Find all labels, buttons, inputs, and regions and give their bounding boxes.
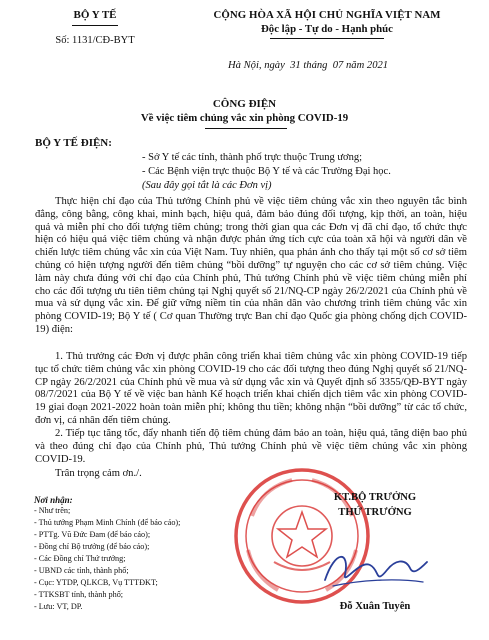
national-motto: Độc lập - Tự do - Hạnh phúc xyxy=(261,23,393,35)
document-number: Số: 1131/CĐ-BYT xyxy=(55,35,135,46)
document-subject: Về việc tiêm chủng vắc xin phòng COVID-19 xyxy=(140,112,349,124)
noi-nhan-item: - UBND các tỉnh, thành phố; xyxy=(34,566,129,575)
motto-underline xyxy=(270,38,384,39)
recipient-note: (Sau đây gọi tắt là các Đơn vị) xyxy=(142,180,272,191)
noi-nhan-item: - PTTg. Vũ Đức Đam (để báo cáo); xyxy=(34,530,151,539)
noi-nhan-item: - Thủ tướng Phạm Minh Chính (để báo cáo); xyxy=(34,518,181,527)
org-underline xyxy=(72,25,118,26)
signatory-name: Đỗ Xuân Tuyên xyxy=(339,601,411,612)
signature-title-1: KT.BỘ TRƯỞNG xyxy=(333,492,417,503)
noi-nhan-item: - Các Đồng chí Thứ trưởng; xyxy=(34,554,126,563)
national-name: CỘNG HÒA XÃ HỘI CHỦ NGHĨA VIỆT NAM xyxy=(213,9,441,21)
document-type: CÔNG ĐIỆN xyxy=(212,98,277,110)
noi-nhan-item: - Lưu: VT, DP. xyxy=(34,602,83,611)
noi-nhan-item: - TTKSBT tỉnh, thành phố; xyxy=(34,590,124,599)
recipient-1: - Sở Y tế các tỉnh, thành phố trực thuộc Trung ương; xyxy=(142,152,363,163)
noi-nhan-label: Nơi nhận: xyxy=(34,495,73,505)
sender-line: BỘ Y TẾ ĐIỆN: xyxy=(35,137,112,149)
intro-paragraph: Thực hiện chỉ đạo của Thủ tướng Chính phủ về việc tiêm chủng vắc xin theo nguyên tắc bình đẳng, công bằng, công khai, minh bạch, hiệu quả, đảm bảo đúng đối tượng, kịp thời, an toàn, hiệu quả và miễn phí cho đối tượng tiêm chủng; trong thời gian qua các Đơn vị đã chỉ đạo, tổ chức thực hiện có hiệu quả việc tiêm chủng và nhận được phản ứng tích cực của toàn xã hội và người dân về chiến lược tiêm chủng vắc xin của Việt Nam. Tuy nhiên, qua phản ánh cho thấy tại một số cơ sở tiêm chủng có hiện tượng người đến tiêm chủng “bồi dưỡng” tự nguyện cho các cơ sở tiêm chủng. Việc làm này chưa đúng với chỉ đạo của Chính phủ, Thủ tướng Chính phủ về việc tiêm chủng miễn phí cho các đối tượng ưu tiên tiêm chủng tại Nghị quyết số 21/NQ-CP ngày 26/2/2021 của Chính phủ về mua và sử dụng vắc xin. Để giữ vững niềm tin của nhân dân vào chương trình tiêm chủng vắc xin phòng COVID-19; Bộ Y tế ( Cơ quan Thường trực Ban chỉ đạo Quốc gia phòng chống dịch COVID-19) điện: xyxy=(35,196,467,335)
point-1-paragraph: 1. Thủ trưởng các Đơn vị được phân công triển khai tiêm chủng vắc xin phòng COVID-19 tiếp tục tổ chức tiêm chủng vắc xin phòng COVID-19 cho các đối tượng theo đúng Nghị quyết số 21/NQ-CP ngày 26/2/2021 của Chính phủ về mua và sử dụng vắc xin và Quyết định số 3355/QĐ-BYT ngày 08/7/2021 của Bộ Y tế về việc ban hành Kế hoạch triển khai chiến dịch tiêm vắc xin phòng COVID-19 giai đoạn 2021-2022 hoàn toàn miễn phí; không thu tiền; không nhận “bồi dưỡng” từ các tổ chức, đơn vị, cá nhân đến tiêm chủng. xyxy=(35,351,467,426)
noi-nhan-item: - Cục: YTDP, QLKCB, Vụ TTTĐKT; xyxy=(34,578,158,587)
issuing-org: BỘ Y TẾ xyxy=(73,9,117,21)
handwritten-signature xyxy=(315,540,435,595)
recipient-2: - Các Bệnh viện trực thuộc Bộ Y tế và các Trường Đại học. xyxy=(142,166,391,177)
closing-line: Trân trọng cảm ơn./. xyxy=(55,468,142,479)
place-and-date: Hà Nội, ngày 31 tháng 07 năm 2021 xyxy=(228,60,389,71)
noi-nhan-item: - Như trên; xyxy=(34,506,71,515)
point-2-paragraph: 2. Tiếp tục tăng tốc, đẩy nhanh tiến độ tiêm chủng đảm bảo an toàn, hiệu quả, tăng diện bao phủ và theo đúng chỉ đạo của Chính phủ, Thủ tướng Chính phủ về việc tiêm chủng vắc xin phòng COVID-19. xyxy=(35,428,467,465)
signature-title-2: THỨ TRƯỞNG xyxy=(338,507,412,518)
noi-nhan-item: - Đồng chí Bộ trưởng (để báo cáo); xyxy=(34,542,150,551)
subject-underline xyxy=(205,128,287,129)
